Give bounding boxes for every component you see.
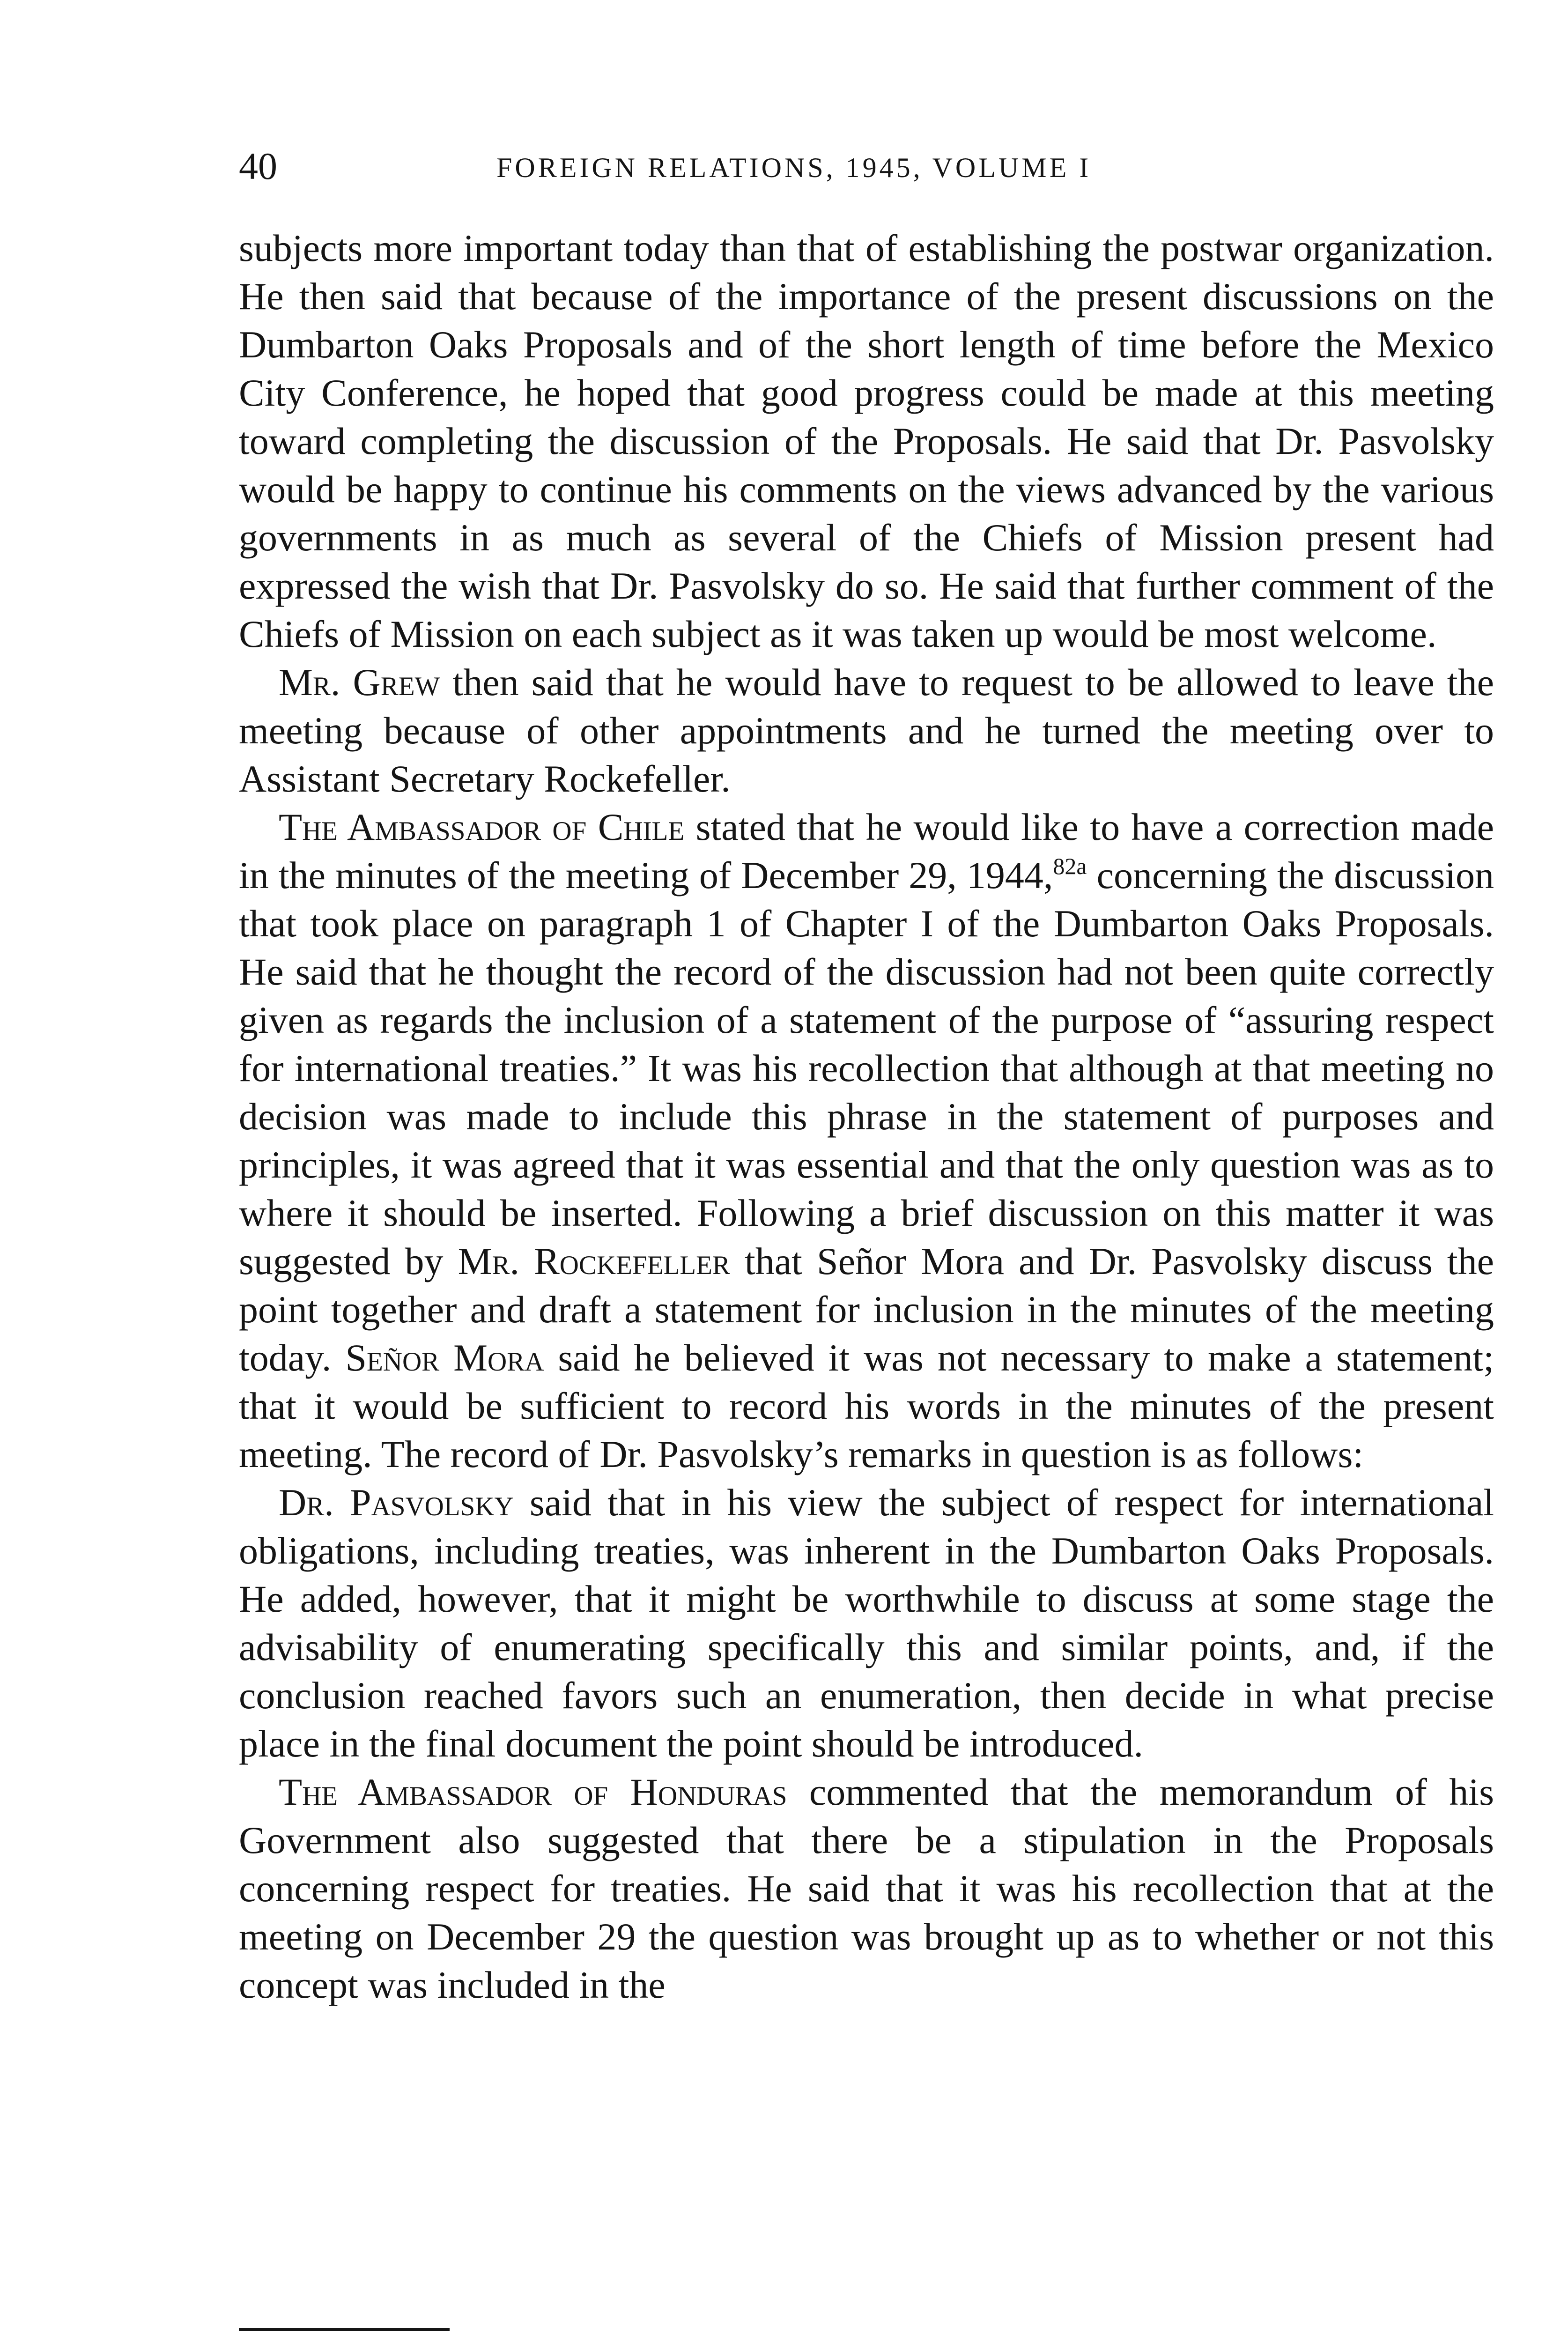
paragraph-text: that Señor Mora and Dr. Pasvolsky discuss the point together and draft a statement for inclusion in the minutes of the meeting today. bbox=[239, 1240, 1494, 1379]
paragraph-text: commented that the memorandum of his Government also suggested that there be a stipulation in the Proposals concerning respect for treaties. He said that it was his recollection that at the meeting on December 29 the question was brought up as to whether or not this concept was included in the bbox=[239, 1771, 1494, 2006]
speaker-name: Mr. Rockefeller bbox=[458, 1240, 730, 1282]
paragraph bbox=[239, 1478, 1494, 1768]
body-text bbox=[239, 224, 1494, 2009]
speaker-name: Señor Mora bbox=[345, 1336, 544, 1379]
page-header bbox=[239, 141, 1494, 192]
paragraph-text: said that in his view the subject of respect for international obligations, including treaties, was inherent in the Dumbarton Oaks Proposals. He added, however, that it might be worthwhile to discuss at some stage the advisability of enumerating specifically this and similar points, and, if the conclusion reached favors such an enumeration, then decide in what precise place in the final document the point should be introduced. bbox=[239, 1481, 1494, 1765]
speaker-name: Mr. Grew bbox=[279, 661, 440, 704]
paragraph bbox=[239, 224, 1494, 658]
speaker-name: The Ambassador of Chile bbox=[279, 806, 685, 848]
paragraph bbox=[239, 658, 1494, 803]
running-title: FOREIGN RELATIONS, 1945, VOLUME I bbox=[496, 152, 1092, 183]
footnote-divider bbox=[239, 2328, 450, 2331]
paragraph bbox=[239, 1768, 1494, 2009]
speaker-name: The Ambassador of Honduras bbox=[279, 1771, 787, 1813]
footnote-reference: 82a bbox=[1053, 853, 1087, 879]
paragraph-text: then said that he would have to request to be allowed to leave the meeting because of other appointments and he turned the meeting over to Assistant Secretary Rockefeller. bbox=[239, 661, 1494, 800]
paragraph-text: stated that he would like to have a correction made in the minutes of the meeting of December 29, 1944, bbox=[239, 806, 1494, 897]
paragraph-text: said he believed it was not necessary to make a statement; that it would be sufficient to record his words in the minutes of the present meeting. The record of Dr. Pasvolsky’s remarks in question is as follows: bbox=[239, 1336, 1494, 1475]
page-number: 40 bbox=[239, 145, 277, 187]
speaker-name: Dr. Pasvolsky bbox=[279, 1481, 514, 1524]
paragraph bbox=[239, 803, 1494, 1478]
paragraph-text: concerning the discussion that took place on paragraph 1 of Chapter I of the Dumbarton Oaks Proposals. He said that he thought the record of the discussion had not been quite correctly given as regards the inclusion of a statement of the purpose of “assuring respect for international treaties.” It was his recollection that although at that meeting no decision was made to include this phrase in the statement of purposes and principles, it was agreed that it was essential and that the only question was as to where it should be inserted. Following a brief discussion on this matter it was suggested by bbox=[239, 854, 1494, 1282]
paragraph-text: subjects more important today than that of establishing the postwar organization. He then said that because of the importance of the present discussions on the Dumbarton Oaks Proposals and of the short length of time before the Mexico City Conference, he hoped that good progress could be made at this meeting toward completing the discussion of the Proposals. He said that Dr. Pasvolsky would be happy to continue his comments on the views advanced by the various governments in as much as several of the Chiefs of Mission present had expressed the wish that Dr. Pasvolsky do so. He said that further comment of the Chiefs of Mission on each subject as it was taken up would be most welcome. bbox=[239, 227, 1494, 655]
